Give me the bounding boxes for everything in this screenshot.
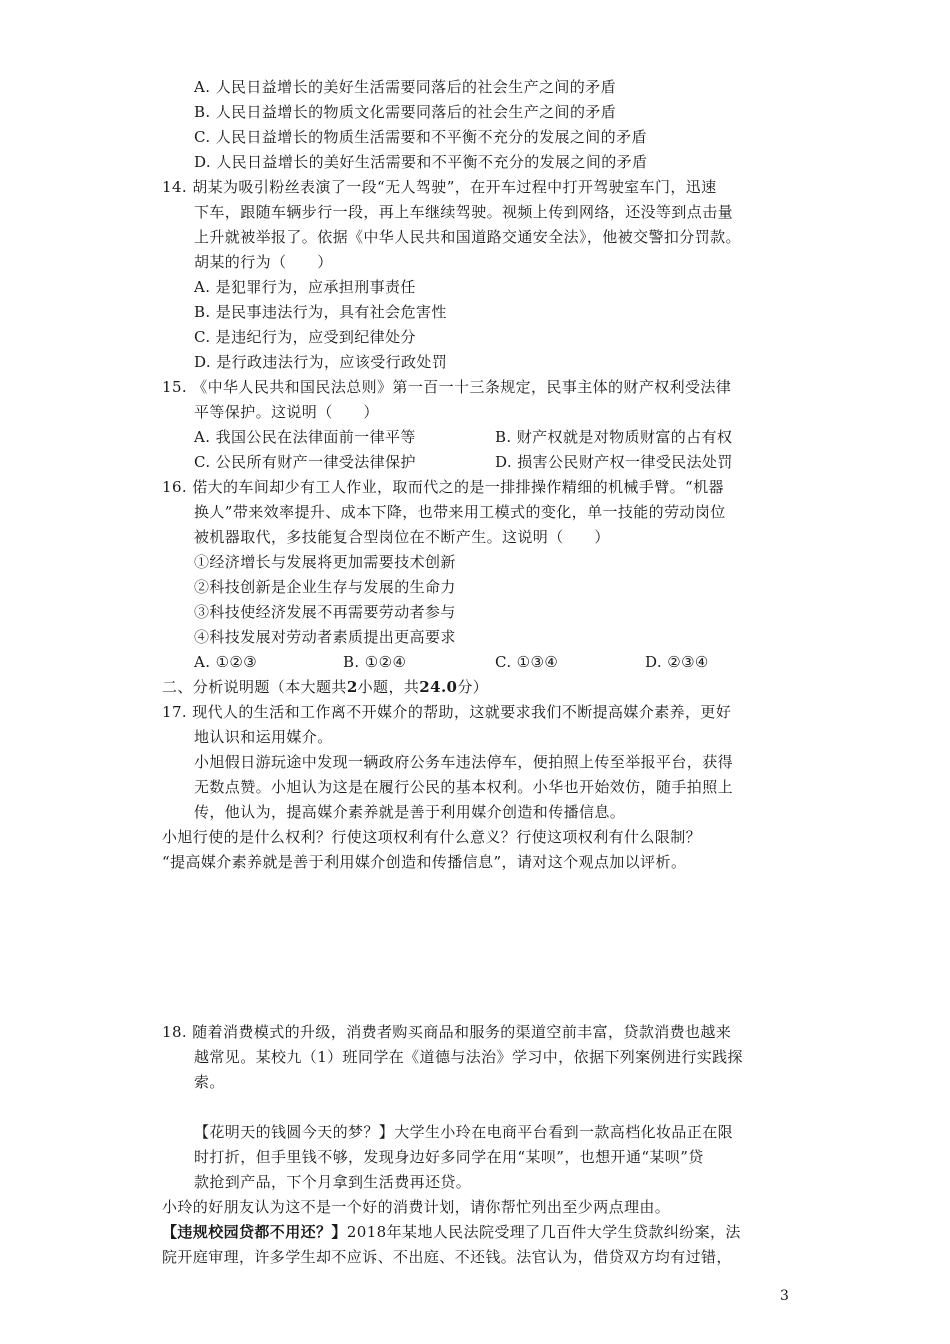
q15-stem-line-2: 平等保护。这说明（ ） <box>194 403 379 421</box>
q15-option-c: C. 公民所有财产一律受法律保护 <box>194 453 416 471</box>
q16-stem-line-1: 16. 偌大的车间却少有工人作业，取而代之的是一排排操作精细的机械手臂。“机器 <box>162 478 724 496</box>
q15-stem-line-1: 15. 《中华人民共和国民法总则》第一百一十三条规定，民事主体的财产权利受法律 <box>162 378 732 396</box>
q14-stem-line-1: 14. 胡某为吸引粉丝表演了一段“无人驾驶”，在开车过程中打开驾驶室车门，迅速 <box>162 178 717 196</box>
q16-statement-1: ①经济增长与发展将更加需要技术创新 <box>194 553 456 571</box>
q17-case-line-2: 无数点赞。小旭认为这是在履行公民的基本权利。小华也开始效仿，随手拍照上 <box>194 778 734 796</box>
q16-option-b: B. ①②④ <box>343 653 407 671</box>
q18-case2-line-1 <box>162 1222 741 1242</box>
q18-stem-line-3: 索。 <box>194 1073 225 1091</box>
q17-question-2: “提高媒介素养就是善于利用媒介创造和传播信息”，请对这个观点加以评析。 <box>162 853 687 871</box>
q16-option-d: D. ②③④ <box>645 653 709 671</box>
q14-option-c: C. 是违纪行为，应受到纪律处分 <box>194 328 416 346</box>
q16-statement-4: ④科技发展对劳动者素质提出更高要求 <box>194 628 456 646</box>
q18-stem-line-2: 越常见。某校九（1）班同学在《道德与法治》学习中，依据下列案例进行实践探 <box>194 1048 743 1066</box>
q17-question-1: 小旭行使的是什么权利？行使这项权利有什么意义？行使这项权利有什么限制？ <box>162 828 702 846</box>
q14-option-b: B. 是民事违法行为，具有社会危害性 <box>194 303 447 321</box>
q15-option-b: B. 财产权就是对物质财富的占有权 <box>495 428 733 446</box>
section-2-middle: 小题，共 <box>357 678 420 696</box>
q16-statement-3: ③科技使经济发展不再需要劳动者参与 <box>194 603 456 621</box>
q16-stem-line-3: 被机器取代，多技能复合型岗位在不断产生。这说明（ ） <box>194 528 610 546</box>
q17-case-line-3: 传，他认为，提高媒介素养就是善于利用媒介创造和传播信息。 <box>194 803 626 821</box>
q17-stem-line-1: 17. 现代人的生活和工作离不开媒介的帮助，这就要求我们不断提高媒介素养，更好 <box>162 703 732 721</box>
q16-stem-line-2: 换人”带来效率提升、成本下降，也带来用工模式的变化，单一技能的劳动岗位 <box>194 503 726 521</box>
q18-case2-line-2: 院开庭审理，许多学生却不应诉、不出庭、不还钱。法官认为，借贷双方均有过错， <box>162 1248 732 1266</box>
section-2-prefix: 二、分析说明题（本大题共 <box>162 678 347 696</box>
q17-case-line-1: 小旭假日游玩途中发现一辆政府公务车违法停车，便拍照上传至举报平台，获得 <box>194 753 734 771</box>
q17-stem-line-2: 地认识和运用媒介。 <box>194 728 333 746</box>
q15-option-a: A. 我国公民在法律面前一律平等 <box>194 428 416 446</box>
q18-case1-question: 小玲的好朋友认为这不是一个好的消费计划，请你帮忙列出至少两点理由。 <box>162 1198 671 1216</box>
q18-case2-title: 【违规校园贷都不用还？】 <box>162 1223 347 1241</box>
q13-option-d: D. 人民日益增长的美好生活需要和不平衡不充分的发展之间的矛盾 <box>194 153 648 171</box>
q18-stem-line-1: 18. 随着消费模式的升级，消费者购买商品和服务的渠道空前丰富，贷款消费也越来 <box>162 1023 732 1041</box>
section-2-suffix: 分） <box>457 678 489 696</box>
q16-option-c: C. ①③④ <box>495 653 559 671</box>
q13-option-b: B. 人民日益增长的物质文化需要同落后的社会生产之间的矛盾 <box>194 103 617 121</box>
q15-option-d: D. 损害公民财产权一律受民法处罚 <box>495 453 733 471</box>
section-2-heading <box>162 677 488 697</box>
q16-statement-2: ②科技创新是企业生存与发展的生命力 <box>194 578 456 596</box>
q18-case1-line-1: 【花明天的钱圆今天的梦？】大学生小玲在电商平台看到一款高档化妆品正在限 <box>194 1123 734 1141</box>
q13-option-a: A. 人民日益增长的美好生活需要同落后的社会生产之间的矛盾 <box>194 78 616 96</box>
section-2-question-count: 2 <box>346 678 358 696</box>
q18-case1-line-2: 时打折，但手里钱不够，发现身边好多同学在用“某呗”，也想开通“某呗”贷 <box>194 1148 704 1166</box>
q16-option-a: A. ①②③ <box>194 653 258 671</box>
page-number: 3 <box>780 1288 789 1304</box>
q14-stem-line-4: 胡某的行为（ ） <box>194 253 333 271</box>
q14-option-a: A. 是犯罪行为，应承担刑事责任 <box>194 278 416 296</box>
q14-stem-line-2: 下车，跟随车辆步行一段，再上车继续驾驶。视频上传到网络，还没等到点击量 <box>194 203 734 221</box>
q14-stem-line-3: 上升就被举报了。依据《中华人民共和国道路交通安全法》，他被交警扣分罚款。 <box>194 228 741 246</box>
q18-case2-text: 2018年某地人民法院受理了几百件大学生贷款纠纷案，法 <box>346 1223 741 1241</box>
section-2-score: 24.0 <box>419 678 458 696</box>
q14-option-d: D. 是行政违法行为，应该受行政处罚 <box>194 353 448 371</box>
q13-option-c: C. 人民日益增长的物质生活需要和不平衡不充分的发展之间的矛盾 <box>194 128 647 146</box>
q18-case1-line-3: 款抢到产品，下个月拿到生活费再还贷。 <box>194 1173 472 1191</box>
